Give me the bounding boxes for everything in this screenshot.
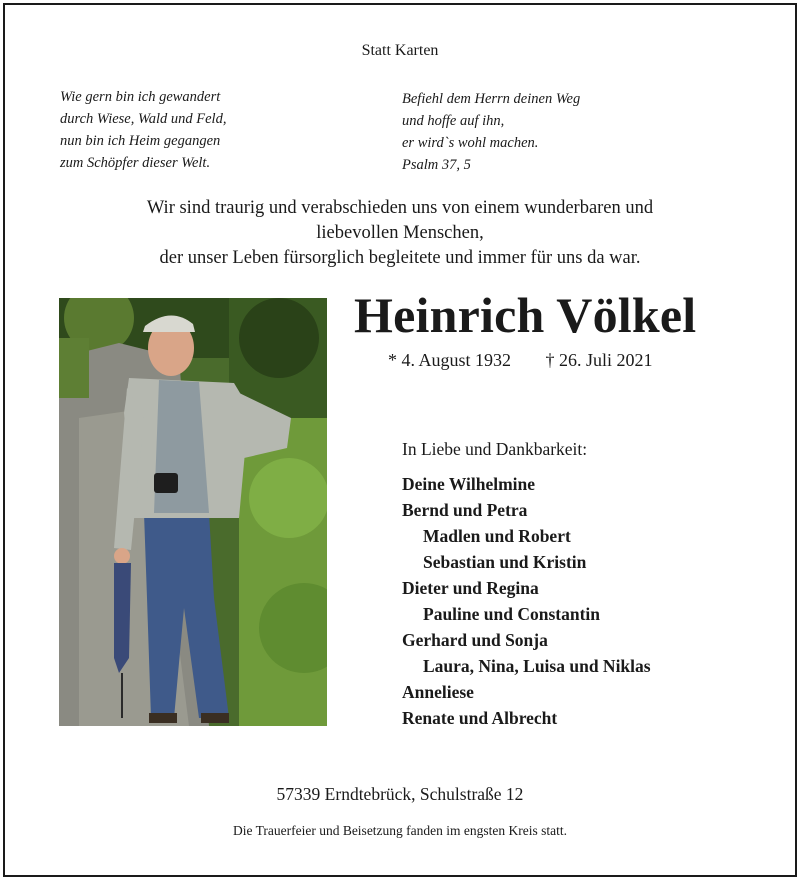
poem-right (402, 88, 580, 176)
family-member: Gerhard und Sonja (402, 630, 548, 650)
intro-line: Wir sind traurig und verabschieden uns von einem wunderbaren und (146, 198, 654, 218)
poem-left (60, 86, 226, 174)
family-member: Laura, Nina, Luisa und Niklas (423, 656, 651, 676)
intro-line: liebevollen Menschen, (316, 223, 484, 243)
portrait-photo (59, 298, 327, 726)
family-member: Dieter und Regina (402, 578, 539, 598)
poem-left-line: Wie gern bin ich gewandert (60, 89, 221, 105)
poem-right-line: er wird`s wohl machen. (402, 135, 539, 151)
family-member: Deine Wilhelmine (402, 474, 536, 494)
family-member: Renate und Albrecht (402, 708, 558, 728)
intro-text (0, 196, 800, 271)
life-dates (388, 350, 653, 371)
address: 57339 Erndtebrück, Schulstraße 12 (276, 784, 524, 804)
poem-left-line: nun bin ich Heim gegangen (60, 133, 221, 149)
deceased-name: Heinrich Völkel (354, 287, 697, 343)
family-heading: In Liebe und Dankbarkeit: (402, 439, 588, 459)
poem-right-line: Befiehl dem Herrn deinen Weg (402, 91, 581, 107)
psalm-reference: Psalm 37, 5 (402, 157, 471, 173)
family-list (402, 436, 651, 731)
family-member: Bernd und Petra (402, 500, 528, 520)
footer-note: Die Trauerfeier und Beisetzung fanden im engsten Kreis statt. (232, 823, 568, 838)
family-member: Anneliese (402, 682, 474, 702)
family-member: Sebastian und Kristin (423, 552, 587, 572)
birth-date: * 4. August 1932 (388, 350, 512, 370)
poem-left-line: durch Wiese, Wald und Feld, (60, 111, 227, 127)
statt-karten-label: Statt Karten (361, 42, 439, 59)
poem-right-line: und hoffe auf ihn, (402, 113, 505, 129)
family-member: Pauline und Constantin (423, 604, 601, 624)
family-member: Madlen und Robert (423, 526, 571, 546)
intro-line: der unser Leben fürsorglich begleitete und immer für uns da war. (159, 248, 641, 268)
poem-left-line: zum Schöpfer dieser Welt. (60, 155, 211, 171)
death-date: † 26. Juli 2021 (545, 350, 653, 370)
